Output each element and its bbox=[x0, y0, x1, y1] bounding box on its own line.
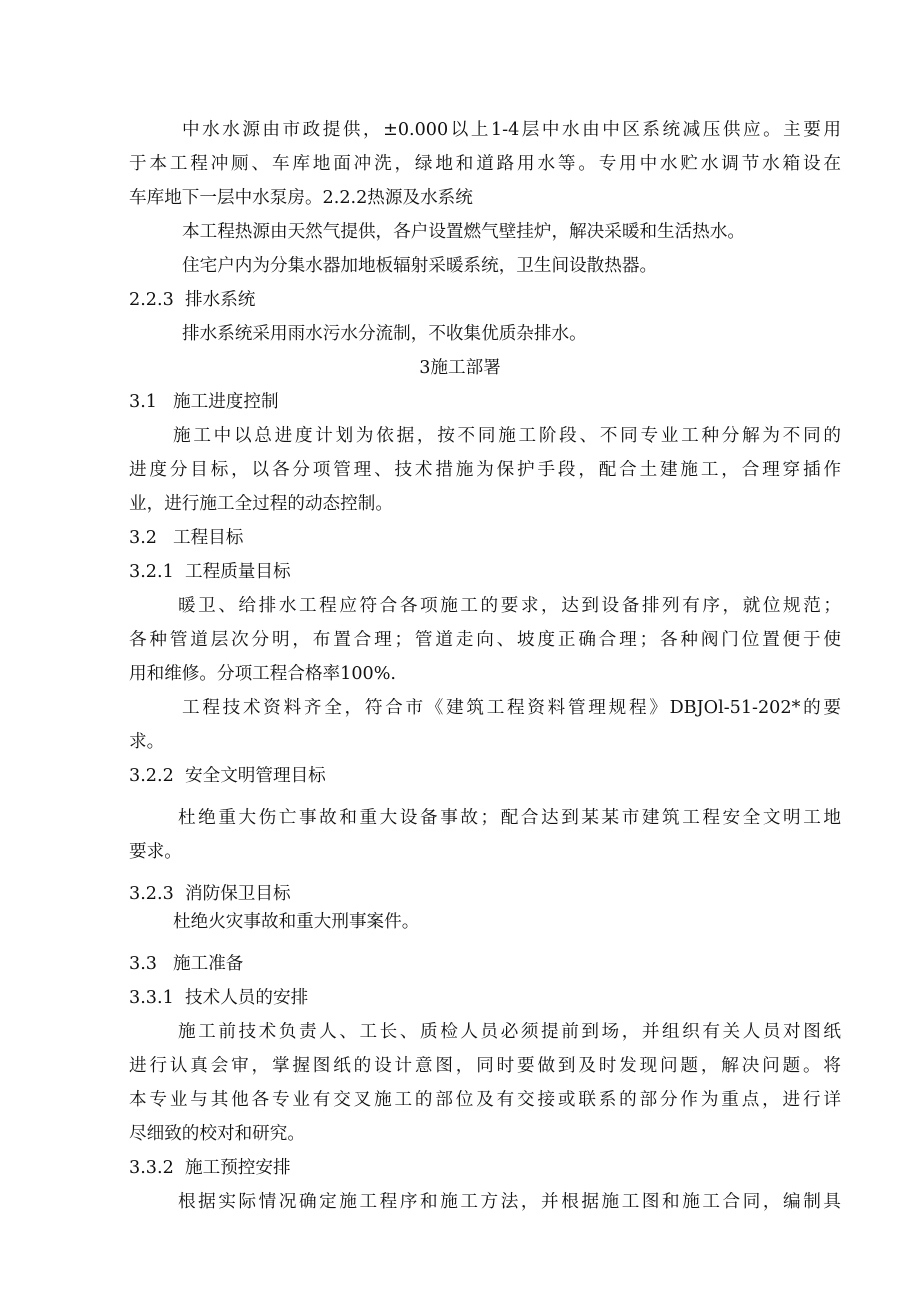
heading-number: 3.2.2 bbox=[129, 766, 174, 786]
heading-text: 技术人员的安排 bbox=[185, 988, 309, 1008]
heading-text: 安全文明管理目标 bbox=[185, 766, 326, 786]
section-heading-3-3-2 bbox=[129, 1157, 291, 1179]
paragraph-line: 施工中以总进度计划为依据，按不同施工阶段、不同专业工种分解为不同的 bbox=[173, 426, 841, 446]
heading-text: 施工预控安排 bbox=[185, 1158, 291, 1178]
section-heading-3-2-3 bbox=[129, 883, 291, 905]
paragraph-line: 杜绝重大伤亡事故和重大设备事故；配合达到某某市建筑工程安全文明工地 bbox=[178, 808, 841, 828]
section-heading-3-3 bbox=[129, 953, 243, 975]
heading-text: 排水系统 bbox=[185, 290, 256, 310]
paragraph-line: 中水水源由市政提供，±0.000以上1-4层中水由中区系统减压供应。主要用 bbox=[182, 120, 841, 140]
heading-text: 工程质量目标 bbox=[185, 562, 291, 582]
heading-number: 3.3 bbox=[129, 954, 157, 974]
section-heading-3-2-1 bbox=[129, 561, 291, 583]
paragraph-line: 进行认真会审，掌握图纸的设计意图，同时要做到及时发现问题，解决问题。将 bbox=[129, 1056, 841, 1076]
heading-number: 3.3.1 bbox=[129, 988, 174, 1008]
paragraph-line: 要求。 bbox=[129, 842, 182, 862]
section-heading-3-3-1 bbox=[129, 987, 308, 1009]
heading-text: 施工准备 bbox=[173, 954, 244, 974]
paragraph-line: 本专业与其他各专业有交叉施工的部位及有交接或联系的部分作为重点，进行详 bbox=[129, 1090, 841, 1110]
paragraph-line: 进度分目标，以各分项管理、技术措施为保护手段，配合土建施工，合理穿插作 bbox=[129, 460, 841, 480]
paragraph-line: 排水系统采用雨水污水分流制，不收集优质杂排水。 bbox=[182, 324, 587, 344]
heading-text: 消防保卫目标 bbox=[185, 884, 291, 904]
paragraph-line: 暖卫、给排水工程应符合各项施工的要求，达到设备排列有序，就位规范； bbox=[178, 596, 841, 616]
heading-number: 3.2.1 bbox=[129, 562, 174, 582]
heading-text: 工程目标 bbox=[173, 528, 244, 548]
chapter-title: 3施工部署 bbox=[419, 358, 501, 378]
paragraph-line: 各种管道层次分明，布置合理；管道走向、坡度正确合理；各种阀门位置便于使 bbox=[129, 630, 841, 650]
section-heading-3-1 bbox=[129, 391, 279, 413]
heading-number: 3.2 bbox=[129, 528, 157, 548]
section-heading-3-2 bbox=[129, 527, 243, 549]
heading-text: 施工进度控制 bbox=[173, 392, 279, 412]
section-heading-2-2-3 bbox=[129, 289, 255, 311]
paragraph-line: 根据实际情况确定施工程序和施工方法，并根据施工图和施工合同，编制具 bbox=[178, 1192, 841, 1212]
heading-number: 3.3.2 bbox=[129, 1158, 174, 1178]
section-heading-3-2-2 bbox=[129, 765, 326, 787]
paragraph-line: 杜绝火灾事故和重大刑事案件。 bbox=[173, 912, 420, 932]
paragraph-line: 用和维修。分项工程合格率100%. bbox=[129, 664, 397, 684]
heading-number: 3.1 bbox=[129, 392, 157, 412]
paragraph-line: 尽细致的校对和研究。 bbox=[129, 1124, 305, 1144]
paragraph-line: 工程技术资料齐全，符合市《建筑工程资料管理规程》DBJOl-51-202*的要 bbox=[182, 698, 841, 718]
paragraph-line: 于本工程冲厕、车库地面冲洗，绿地和道路用水等。专用中水贮水调节水箱设在 bbox=[129, 154, 841, 174]
heading-number: 3.2.3 bbox=[129, 884, 174, 904]
paragraph-line: 车库地下一层中水泵房。2.2.2热源及水系统 bbox=[129, 188, 473, 208]
paragraph-line: 本工程热源由天然气提供，各户设置燃气壁挂炉，解决采暖和生活热水。 bbox=[182, 222, 746, 242]
paragraph-line: 施工前技术负责人、工长、质检人员必须提前到场，并组织有关人员对图纸 bbox=[178, 1022, 841, 1042]
paragraph-line: 业，进行施工全过程的动态控制。 bbox=[129, 494, 393, 514]
paragraph-line: 求。 bbox=[129, 732, 165, 752]
heading-number: 2.2.3 bbox=[129, 290, 174, 310]
paragraph-line: 住宅户内为分集水器加地板辐射采暖系统，卫生间设散热器。 bbox=[182, 256, 658, 276]
